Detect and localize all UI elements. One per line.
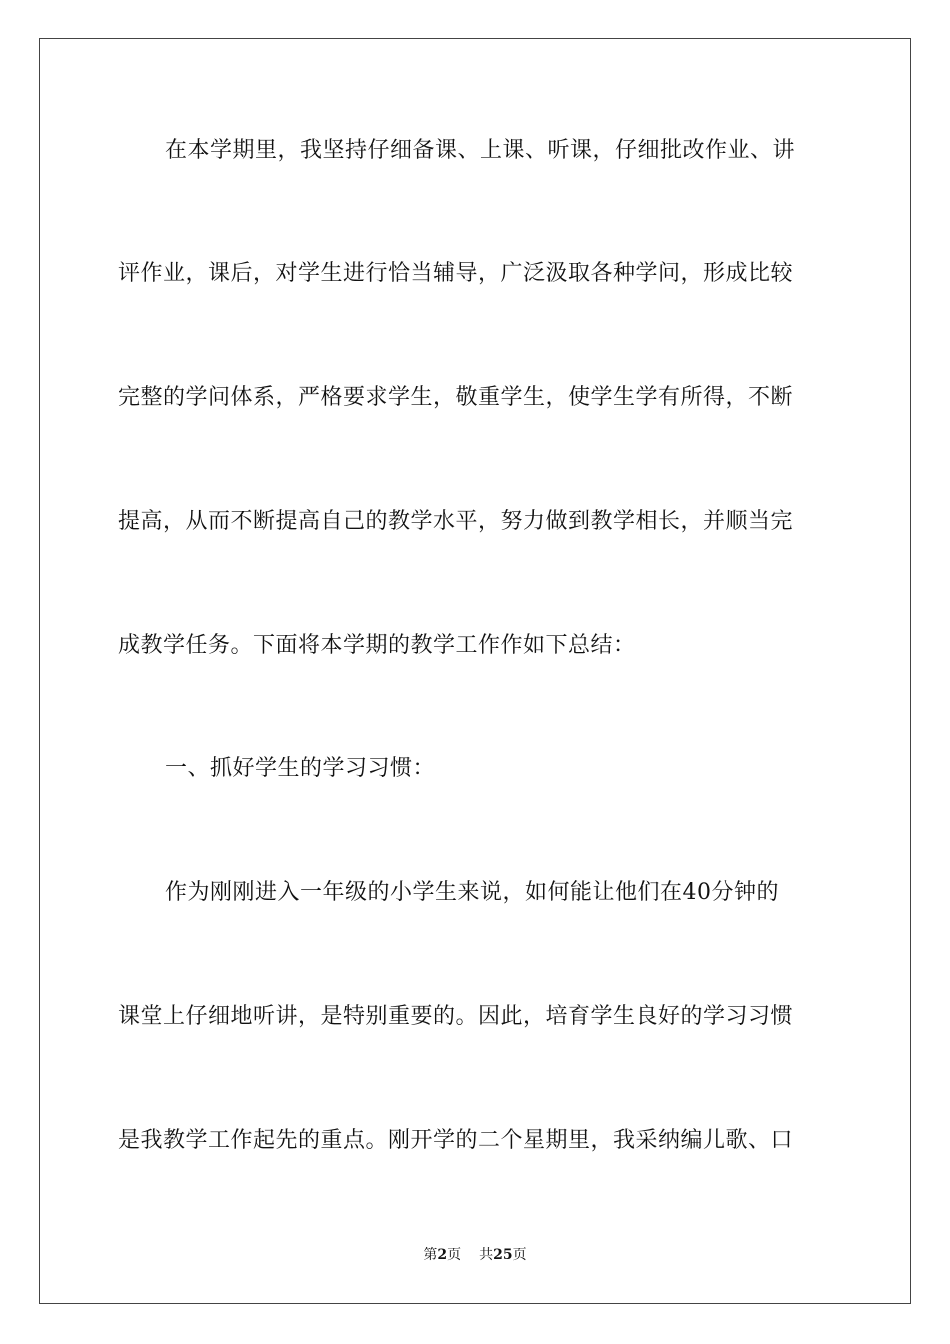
page-border xyxy=(39,38,911,1304)
total-suffix: 页 xyxy=(512,1247,527,1263)
paragraph-line-4: 提高，从而不断提高自己的教学水平，努力做到教学相长，并顺当完 xyxy=(118,509,794,534)
paragraph-line-7: 课堂上仔细地听讲，是特别重要的。因此，培育学生良好的学习习惯 xyxy=(118,1004,794,1029)
paragraph-line-3: 完整的学问体系，严格要求学生，敬重学生，使学生学有所得，不断 xyxy=(118,385,794,410)
paragraph-line-5: 成教学任务。下面将本学期的教学工作作如下总结： xyxy=(118,633,636,658)
paragraph-line-6: 作为刚刚进入一年级的小学生来说，如何能让他们在40分钟的 xyxy=(165,880,779,905)
paragraph-line-8: 是我教学工作起先的重点。刚开学的二个星期里，我采纳编儿歌、口 xyxy=(118,1128,794,1153)
paragraph-line-2: 评作业，课后，对学生进行恰当辅导，广泛汲取各种学问，形成比较 xyxy=(118,261,794,286)
paragraph-line-1: 在本学期里，我坚持仔细备课、上课、听课，仔细批改作业、讲 xyxy=(165,138,796,163)
total-pages: 25 xyxy=(493,1247,513,1263)
page-number: 2 xyxy=(437,1247,448,1263)
total-prefix: 共 xyxy=(479,1247,494,1263)
page-prefix: 第 xyxy=(423,1247,438,1263)
section-heading: 一、抓好学生的学习习惯： xyxy=(165,756,436,781)
page-footer xyxy=(0,1246,950,1264)
page-suffix: 页 xyxy=(447,1247,462,1263)
